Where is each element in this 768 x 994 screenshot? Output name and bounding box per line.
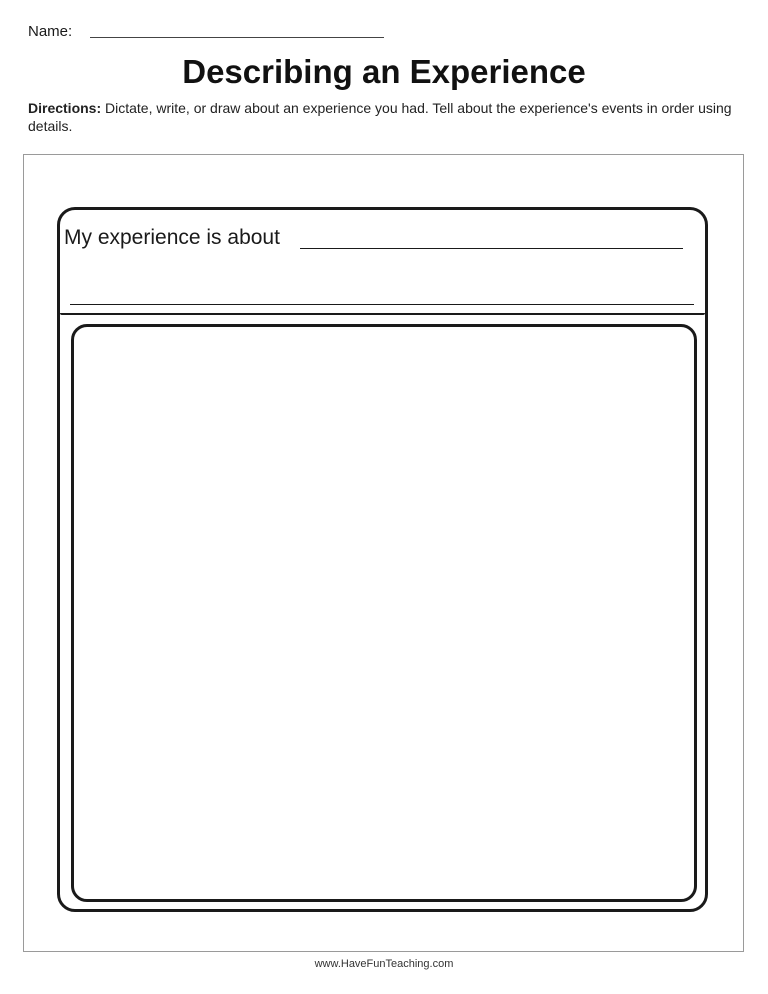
page-title: Describing an Experience <box>182 53 586 90</box>
header-divider <box>60 313 705 315</box>
prompt-write-line-2[interactable] <box>70 304 694 305</box>
name-write-line[interactable] <box>90 37 384 38</box>
directions <box>28 99 744 135</box>
name-row <box>28 22 388 42</box>
directions-text: Dictate, write, or draw about an experience you had. Tell about the experience's events in order using details. <box>28 100 732 134</box>
drawing-area[interactable] <box>71 324 697 902</box>
footer-website: www.HaveFunTeaching.com <box>314 958 454 970</box>
prompt-write-line-1[interactable] <box>300 248 683 249</box>
name-label: Name: <box>28 23 73 40</box>
experience-prompt: My experience is about <box>64 226 280 249</box>
directions-label: Directions: <box>28 100 102 116</box>
